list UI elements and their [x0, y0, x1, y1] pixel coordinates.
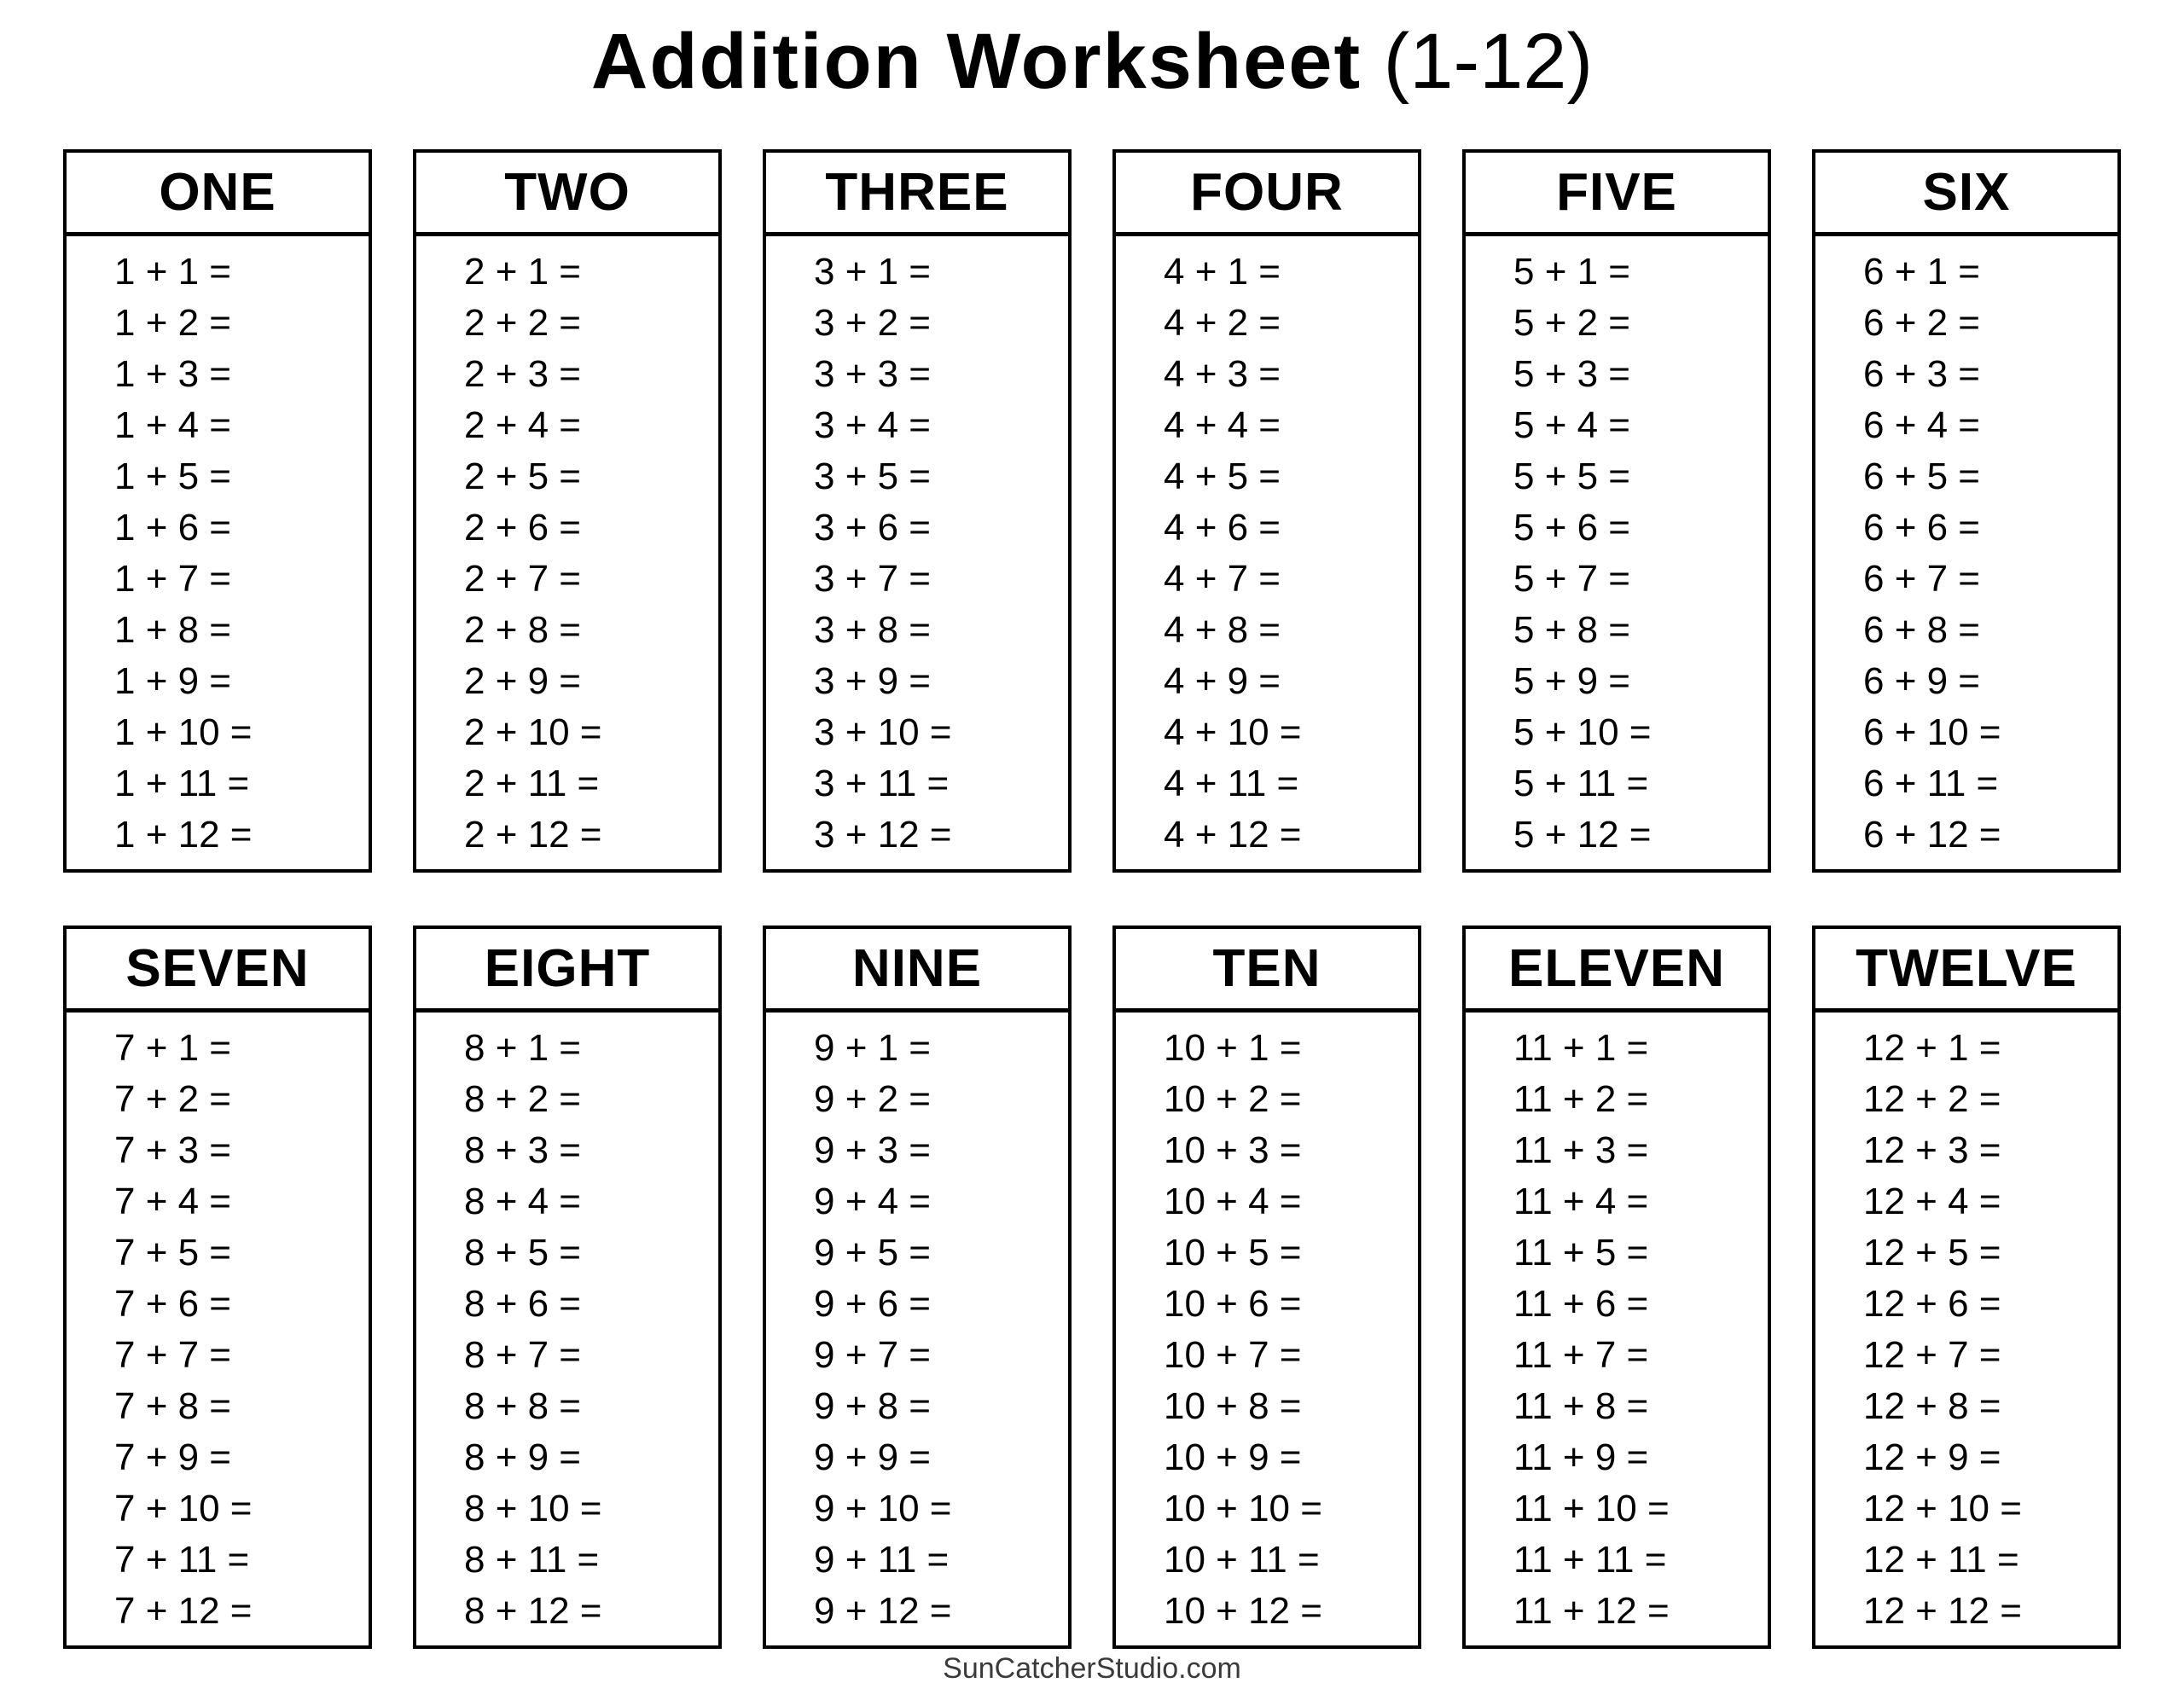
addition-problem: 1 + 3 =	[114, 353, 232, 396]
addition-problem: 12 + 3 =	[1863, 1129, 2001, 1172]
addition-problem: 8 + 4 =	[464, 1181, 582, 1223]
addition-problem: 11 + 8 =	[1513, 1385, 1649, 1428]
addition-problem: 1 + 6 =	[114, 507, 232, 549]
box-label: NINE	[851, 939, 983, 999]
addition-problem: 8 + 9 =	[464, 1436, 582, 1479]
addition-problem: 1 + 7 =	[114, 558, 232, 601]
addition-problem: 5 + 4 =	[1513, 404, 1631, 447]
addition-problem: 12 + 12 =	[1863, 1590, 2022, 1633]
page-title-range: (1-12)	[1383, 18, 1594, 105]
addition-problem: 8 + 6 =	[464, 1283, 582, 1326]
number-box	[763, 149, 1072, 873]
addition-problem: 7 + 8 =	[114, 1385, 232, 1428]
box-header	[416, 153, 718, 236]
addition-problem: 6 + 9 =	[1863, 660, 1981, 703]
addition-problem: 12 + 4 =	[1863, 1181, 2001, 1223]
box-header	[1815, 929, 2117, 1013]
addition-problem: 2 + 2 =	[464, 302, 582, 345]
addition-problem: 6 + 6 =	[1863, 507, 1981, 549]
addition-problem: 11 + 11 =	[1513, 1539, 1667, 1581]
addition-problem: 12 + 7 =	[1863, 1334, 2001, 1377]
box-body	[1815, 1013, 2117, 1637]
number-box	[1462, 926, 1771, 1649]
page-title	[0, 19, 2184, 105]
addition-problem: 11 + 1 =	[1513, 1027, 1649, 1070]
addition-problem: 9 + 10 =	[814, 1488, 952, 1530]
addition-problem: 10 + 10 =	[1164, 1488, 1322, 1530]
addition-problem: 5 + 8 =	[1513, 609, 1631, 652]
addition-problem: 11 + 5 =	[1513, 1232, 1649, 1274]
addition-problem: 2 + 5 =	[464, 456, 582, 498]
addition-problem: 2 + 12 =	[464, 814, 602, 856]
addition-problem: 1 + 9 =	[114, 660, 232, 703]
addition-problem: 4 + 12 =	[1164, 814, 1302, 856]
footer-credit: SunCatcherStudio.com	[943, 1652, 1241, 1686]
addition-problem: 2 + 6 =	[464, 507, 582, 549]
addition-problem: 9 + 12 =	[814, 1590, 952, 1633]
addition-problem: 12 + 8 =	[1863, 1385, 2001, 1428]
addition-problem: 6 + 4 =	[1863, 404, 1981, 447]
box-body	[1815, 236, 2117, 861]
addition-problem: 8 + 3 =	[464, 1129, 582, 1172]
addition-problem: 5 + 1 =	[1513, 251, 1631, 293]
number-box	[63, 149, 372, 873]
addition-problem: 12 + 1 =	[1863, 1027, 2001, 1070]
addition-problem: 10 + 5 =	[1164, 1232, 1302, 1274]
addition-problem: 3 + 7 =	[814, 558, 932, 601]
addition-problem: 3 + 2 =	[814, 302, 932, 345]
box-label: TWELVE	[1856, 939, 2077, 999]
box-body	[1466, 1013, 1768, 1637]
addition-problem: 11 + 7 =	[1513, 1334, 1649, 1377]
box-label: ELEVEN	[1507, 939, 1726, 999]
addition-problem: 6 + 8 =	[1863, 609, 1981, 652]
addition-problem: 8 + 10 =	[464, 1488, 602, 1530]
box-body	[766, 1013, 1068, 1637]
addition-problem: 1 + 11 =	[114, 763, 250, 805]
box-label: TWO	[504, 163, 630, 223]
addition-problem: 6 + 5 =	[1863, 456, 1981, 498]
addition-problem: 12 + 11 =	[1863, 1539, 2019, 1581]
addition-problem: 1 + 12 =	[114, 814, 253, 856]
box-header	[1116, 153, 1418, 236]
addition-problem: 4 + 4 =	[1164, 404, 1281, 447]
addition-problem: 5 + 9 =	[1513, 660, 1631, 703]
addition-problem: 4 + 2 =	[1164, 302, 1281, 345]
addition-problem: 9 + 8 =	[814, 1385, 932, 1428]
number-box	[763, 926, 1072, 1649]
box-body	[1116, 236, 1418, 861]
addition-problem: 5 + 7 =	[1513, 558, 1631, 601]
addition-problem: 5 + 12 =	[1513, 814, 1652, 856]
addition-problem: 7 + 6 =	[114, 1283, 232, 1326]
box-label: EIGHT	[484, 939, 651, 999]
addition-problem: 3 + 5 =	[814, 456, 932, 498]
number-box	[63, 926, 372, 1649]
addition-problem: 8 + 11 =	[464, 1539, 600, 1581]
addition-problem: 9 + 7 =	[814, 1334, 932, 1377]
addition-problem: 7 + 7 =	[114, 1334, 232, 1377]
addition-problem: 2 + 1 =	[464, 251, 582, 293]
addition-problem: 12 + 9 =	[1863, 1436, 2001, 1479]
addition-problem: 9 + 1 =	[814, 1027, 932, 1070]
box-header	[416, 929, 718, 1013]
addition-problem: 8 + 7 =	[464, 1334, 582, 1377]
addition-problem: 7 + 12 =	[114, 1590, 253, 1633]
addition-problem: 5 + 5 =	[1513, 456, 1631, 498]
addition-problem: 4 + 9 =	[1164, 660, 1281, 703]
addition-problem: 11 + 6 =	[1513, 1283, 1649, 1326]
addition-problem: 9 + 3 =	[814, 1129, 932, 1172]
addition-problem: 3 + 1 =	[814, 251, 932, 293]
addition-problem: 1 + 5 =	[114, 456, 232, 498]
addition-problem: 2 + 3 =	[464, 353, 582, 396]
addition-problem: 3 + 9 =	[814, 660, 932, 703]
addition-problem: 8 + 1 =	[464, 1027, 582, 1070]
box-label: TEN	[1212, 939, 1321, 999]
addition-problem: 6 + 10 =	[1863, 711, 2001, 754]
box-body	[766, 236, 1068, 861]
addition-problem: 10 + 12 =	[1164, 1590, 1322, 1633]
box-body	[416, 236, 718, 861]
addition-problem: 11 + 4 =	[1513, 1181, 1649, 1223]
number-box	[1112, 149, 1421, 873]
addition-problem: 4 + 6 =	[1164, 507, 1281, 549]
box-header	[67, 153, 369, 236]
addition-problem: 10 + 8 =	[1164, 1385, 1302, 1428]
addition-problem: 8 + 12 =	[464, 1590, 602, 1633]
addition-problem: 10 + 2 =	[1164, 1078, 1302, 1121]
addition-problem: 6 + 11 =	[1863, 763, 1999, 805]
boxes-grid	[0, 149, 2184, 1649]
addition-problem: 5 + 11 =	[1513, 763, 1649, 805]
addition-problem: 4 + 5 =	[1164, 456, 1281, 498]
addition-problem: 11 + 2 =	[1513, 1078, 1649, 1121]
addition-problem: 9 + 6 =	[814, 1283, 932, 1326]
addition-problem: 6 + 12 =	[1863, 814, 2001, 856]
addition-problem: 11 + 10 =	[1513, 1488, 1670, 1530]
addition-problem: 8 + 8 =	[464, 1385, 582, 1428]
addition-problem: 1 + 1 =	[114, 251, 232, 293]
addition-problem: 9 + 2 =	[814, 1078, 932, 1121]
addition-problem: 6 + 3 =	[1863, 353, 1981, 396]
addition-problem: 9 + 4 =	[814, 1181, 932, 1223]
addition-problem: 10 + 11 =	[1164, 1539, 1320, 1581]
addition-problem: 7 + 9 =	[114, 1436, 232, 1479]
number-box	[1812, 926, 2121, 1649]
addition-problem: 6 + 1 =	[1863, 251, 1981, 293]
addition-problem: 1 + 4 =	[114, 404, 232, 447]
addition-problem: 2 + 8 =	[464, 609, 582, 652]
worksheet-page	[0, 19, 2184, 1686]
box-body	[1466, 236, 1768, 861]
addition-problem: 6 + 7 =	[1863, 558, 1981, 601]
addition-problem: 10 + 4 =	[1164, 1181, 1302, 1223]
addition-problem: 5 + 3 =	[1513, 353, 1631, 396]
addition-problem: 3 + 4 =	[814, 404, 932, 447]
addition-problem: 11 + 9 =	[1513, 1436, 1649, 1479]
addition-problem: 3 + 11 =	[814, 763, 950, 805]
addition-problem: 2 + 7 =	[464, 558, 582, 601]
number-box	[413, 926, 722, 1649]
addition-problem: 9 + 9 =	[814, 1436, 932, 1479]
addition-problem: 4 + 11 =	[1164, 763, 1299, 805]
addition-problem: 3 + 8 =	[814, 609, 932, 652]
addition-problem: 2 + 4 =	[464, 404, 582, 447]
addition-problem: 7 + 11 =	[114, 1539, 250, 1581]
addition-problem: 11 + 3 =	[1513, 1129, 1649, 1172]
addition-problem: 9 + 5 =	[814, 1232, 932, 1274]
addition-problem: 7 + 4 =	[114, 1181, 232, 1223]
addition-problem: 7 + 2 =	[114, 1078, 232, 1121]
box-header	[1466, 153, 1768, 236]
addition-problem: 4 + 1 =	[1164, 251, 1281, 293]
addition-problem: 2 + 10 =	[464, 711, 602, 754]
number-box	[1462, 149, 1771, 873]
addition-problem: 8 + 2 =	[464, 1078, 582, 1121]
number-box	[1812, 149, 2121, 873]
addition-problem: 10 + 9 =	[1164, 1436, 1302, 1479]
addition-problem: 10 + 3 =	[1164, 1129, 1302, 1172]
box-body	[67, 236, 369, 861]
addition-problem: 5 + 6 =	[1513, 507, 1631, 549]
addition-problem: 2 + 11 =	[464, 763, 600, 805]
box-header	[766, 929, 1068, 1013]
box-header	[766, 153, 1068, 236]
addition-problem: 10 + 1 =	[1164, 1027, 1302, 1070]
addition-problem: 6 + 2 =	[1863, 302, 1981, 345]
box-header	[1116, 929, 1418, 1013]
addition-problem: 11 + 12 =	[1513, 1590, 1670, 1633]
addition-problem: 8 + 5 =	[464, 1232, 582, 1274]
addition-problem: 5 + 2 =	[1513, 302, 1631, 345]
addition-problem: 4 + 7 =	[1164, 558, 1281, 601]
box-label: FOUR	[1190, 163, 1344, 223]
box-label: SEVEN	[125, 939, 310, 999]
addition-problem: 4 + 3 =	[1164, 353, 1281, 396]
addition-problem: 3 + 12 =	[814, 814, 952, 856]
addition-problem: 7 + 5 =	[114, 1232, 232, 1274]
addition-problem: 3 + 3 =	[814, 353, 932, 396]
addition-problem: 1 + 2 =	[114, 302, 232, 345]
addition-problem: 3 + 10 =	[814, 711, 952, 754]
number-box	[413, 149, 722, 873]
addition-problem: 1 + 10 =	[114, 711, 253, 754]
addition-problem: 10 + 7 =	[1164, 1334, 1302, 1377]
addition-problem: 12 + 2 =	[1863, 1078, 2001, 1121]
addition-problem: 4 + 10 =	[1164, 711, 1302, 754]
box-header	[1815, 153, 2117, 236]
addition-problem: 12 + 6 =	[1863, 1283, 2001, 1326]
addition-problem: 9 + 11 =	[814, 1539, 950, 1581]
addition-problem: 7 + 1 =	[114, 1027, 232, 1070]
addition-problem: 4 + 8 =	[1164, 609, 1281, 652]
addition-problem: 1 + 8 =	[114, 609, 232, 652]
box-label: ONE	[159, 163, 276, 223]
box-label: THREE	[825, 163, 1009, 223]
box-body	[416, 1013, 718, 1637]
box-label: SIX	[1922, 163, 2011, 223]
addition-problem: 12 + 10 =	[1863, 1488, 2022, 1530]
page-title-main: Addition Worksheet	[590, 18, 1362, 105]
addition-problem: 12 + 5 =	[1863, 1232, 2001, 1274]
box-body	[67, 1013, 369, 1637]
addition-problem: 3 + 6 =	[814, 507, 932, 549]
box-header	[1466, 929, 1768, 1013]
addition-problem: 10 + 6 =	[1164, 1283, 1302, 1326]
number-box	[1112, 926, 1421, 1649]
addition-problem: 5 + 10 =	[1513, 711, 1652, 754]
box-body	[1116, 1013, 1418, 1637]
addition-problem: 2 + 9 =	[464, 660, 582, 703]
box-header	[67, 929, 369, 1013]
addition-problem: 7 + 10 =	[114, 1488, 253, 1530]
box-label: FIVE	[1556, 163, 1677, 223]
addition-problem: 7 + 3 =	[114, 1129, 232, 1172]
